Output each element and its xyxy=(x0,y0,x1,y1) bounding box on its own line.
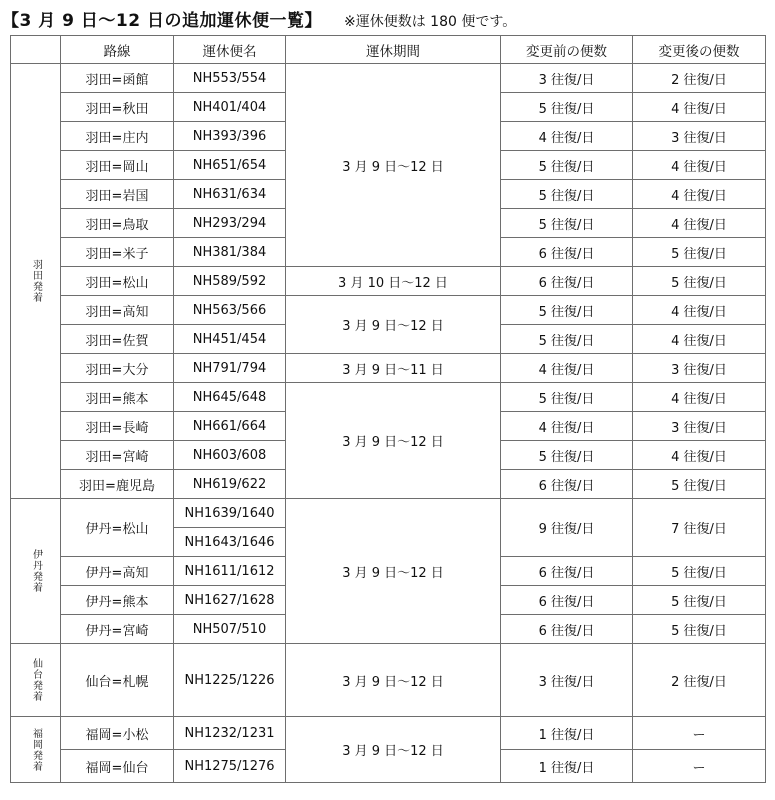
flight-cell: NH645/648 xyxy=(174,383,286,412)
title-line xyxy=(2,6,516,30)
route-cell: 羽田=庄内 xyxy=(61,122,174,151)
route-cell: 羽田=岩国 xyxy=(61,180,174,209)
after-cell: 2 往復/日 xyxy=(633,644,766,717)
flight-cell: NH1639/1640 xyxy=(174,499,286,528)
after-cell: ー xyxy=(633,750,766,783)
route-cell: 羽田=宮崎 xyxy=(61,441,174,470)
group-cell-itami xyxy=(11,499,61,644)
after-cell: 4 往復/日 xyxy=(633,325,766,354)
flight-cell: NH1627/1628 xyxy=(174,586,286,615)
after-cell: 5 往復/日 xyxy=(633,557,766,586)
before-cell: 5 往復/日 xyxy=(501,180,633,209)
period-cell: 3 月 9 日～12 日 xyxy=(286,64,501,267)
route-cell: 羽田=鳥取 xyxy=(61,209,174,238)
route-cell: 羽田=高知 xyxy=(61,296,174,325)
flight-cell: NH563/566 xyxy=(174,296,286,325)
group-label: 羽田発着 xyxy=(30,259,42,303)
after-cell: 3 往復/日 xyxy=(633,412,766,441)
before-cell: 5 往復/日 xyxy=(501,325,633,354)
total-note: ※運休便数は 180 便です。 xyxy=(344,14,517,30)
before-cell: 5 往復/日 xyxy=(501,93,633,122)
group-cell-fukuoka xyxy=(11,717,61,783)
before-cell: 5 往復/日 xyxy=(501,151,633,180)
header-flight: 運休便名 xyxy=(174,36,286,64)
flight-cell: NH1275/1276 xyxy=(174,750,286,783)
flight-cell: NH791/794 xyxy=(174,354,286,383)
before-cell: 3 往復/日 xyxy=(501,64,633,93)
table-row xyxy=(11,267,766,296)
table-row xyxy=(11,383,766,412)
flight-cell: NH381/384 xyxy=(174,238,286,267)
route-cell: 羽田=函館 xyxy=(61,64,174,93)
page-title: 【3 月 9 日～12 日の追加運休便一覧】 xyxy=(2,11,322,31)
header-route: 路線 xyxy=(61,36,174,64)
flight-cell: NH451/454 xyxy=(174,325,286,354)
flight-cell: NH507/510 xyxy=(174,615,286,644)
after-cell: 4 往復/日 xyxy=(633,180,766,209)
route-cell: 羽田=鹿児島 xyxy=(61,470,174,499)
after-cell: 4 往復/日 xyxy=(633,383,766,412)
route-cell: 羽田=長崎 xyxy=(61,412,174,441)
route-cell: 羽田=松山 xyxy=(61,267,174,296)
flight-cell: NH661/664 xyxy=(174,412,286,441)
after-cell: 5 往復/日 xyxy=(633,238,766,267)
route-cell: 羽田=岡山 xyxy=(61,151,174,180)
before-cell: 6 往復/日 xyxy=(501,586,633,615)
period-cell: 3 月 9 日～12 日 xyxy=(286,499,501,644)
before-cell: 3 往復/日 xyxy=(501,644,633,717)
flight-cell: NH619/622 xyxy=(174,470,286,499)
period-cell: 3 月 9 日～12 日 xyxy=(286,296,501,354)
after-cell: 3 往復/日 xyxy=(633,122,766,151)
route-cell: 伊丹=高知 xyxy=(61,557,174,586)
flight-cell: NH1225/1226 xyxy=(174,644,286,717)
period-cell: 3 月 9 日～11 日 xyxy=(286,354,501,383)
group-label: 福岡発着 xyxy=(30,727,42,772)
suspended-flights-table xyxy=(10,35,766,783)
group-cell-haneda xyxy=(11,64,61,499)
route-cell: 伊丹=松山 xyxy=(61,499,174,557)
flight-cell: NH631/634 xyxy=(174,180,286,209)
group-label: 仙台発着 xyxy=(30,658,42,702)
route-cell: 福岡=仙台 xyxy=(61,750,174,783)
before-cell: 5 往復/日 xyxy=(501,209,633,238)
before-cell: 1 往復/日 xyxy=(501,750,633,783)
group-cell-sendai xyxy=(11,644,61,717)
before-cell: 6 往復/日 xyxy=(501,615,633,644)
header-group xyxy=(11,36,61,64)
route-cell: 羽田=大分 xyxy=(61,354,174,383)
flight-cell: NH401/404 xyxy=(174,93,286,122)
header-after: 変更後の便数 xyxy=(633,36,766,64)
before-cell: 4 往復/日 xyxy=(501,122,633,151)
header-before: 変更前の便数 xyxy=(501,36,633,64)
flight-cell: NH589/592 xyxy=(174,267,286,296)
route-cell: 羽田=米子 xyxy=(61,238,174,267)
route-cell: 福岡=小松 xyxy=(61,717,174,750)
before-cell: 4 往復/日 xyxy=(501,412,633,441)
before-cell: 5 往復/日 xyxy=(501,296,633,325)
before-cell: 1 往復/日 xyxy=(501,717,633,750)
route-cell: 羽田=熊本 xyxy=(61,383,174,412)
route-cell: 伊丹=熊本 xyxy=(61,586,174,615)
after-cell: 5 往復/日 xyxy=(633,470,766,499)
route-cell: 伊丹=宮崎 xyxy=(61,615,174,644)
before-cell: 6 往復/日 xyxy=(501,470,633,499)
table-row xyxy=(11,296,766,325)
after-cell: 5 往復/日 xyxy=(633,586,766,615)
group-label: 伊丹発着 xyxy=(30,549,42,593)
route-cell: 羽田=佐賀 xyxy=(61,325,174,354)
before-cell: 4 往復/日 xyxy=(501,354,633,383)
table-row xyxy=(11,499,766,528)
flight-cell: NH1643/1646 xyxy=(174,528,286,557)
flight-cell: NH1611/1612 xyxy=(174,557,286,586)
header-period: 運休期間 xyxy=(286,36,501,64)
after-cell: 5 往復/日 xyxy=(633,267,766,296)
flight-cell: NH293/294 xyxy=(174,209,286,238)
period-cell: 3 月 9 日～12 日 xyxy=(286,717,501,783)
route-cell: 羽田=秋田 xyxy=(61,93,174,122)
flight-cell: NH603/608 xyxy=(174,441,286,470)
header-row xyxy=(11,36,766,64)
before-cell: 5 往復/日 xyxy=(501,441,633,470)
before-cell: 6 往復/日 xyxy=(501,557,633,586)
after-cell: 4 往復/日 xyxy=(633,296,766,325)
after-cell: 4 往復/日 xyxy=(633,209,766,238)
flight-cell: NH393/396 xyxy=(174,122,286,151)
before-cell: 6 往復/日 xyxy=(501,267,633,296)
period-cell: 3 月 9 日～12 日 xyxy=(286,383,501,499)
after-cell: 7 往復/日 xyxy=(633,499,766,557)
table-row xyxy=(11,354,766,383)
before-cell: 6 往復/日 xyxy=(501,238,633,267)
flight-cell: NH553/554 xyxy=(174,64,286,93)
after-cell: 4 往復/日 xyxy=(633,151,766,180)
after-cell: 5 往復/日 xyxy=(633,615,766,644)
after-cell: 3 往復/日 xyxy=(633,354,766,383)
period-cell: 3 月 9 日～12 日 xyxy=(286,644,501,717)
period-cell: 3 月 10 日～12 日 xyxy=(286,267,501,296)
after-cell: ー xyxy=(633,717,766,750)
after-cell: 4 往復/日 xyxy=(633,441,766,470)
after-cell: 2 往復/日 xyxy=(633,64,766,93)
before-cell: 5 往復/日 xyxy=(501,383,633,412)
after-cell: 4 往復/日 xyxy=(633,93,766,122)
before-cell: 9 往復/日 xyxy=(501,499,633,557)
table-row xyxy=(11,644,766,717)
table-row xyxy=(11,717,766,750)
table-row xyxy=(11,64,766,93)
flight-cell: NH1232/1231 xyxy=(174,717,286,750)
route-cell: 仙台=札幌 xyxy=(61,644,174,717)
flight-cell: NH651/654 xyxy=(174,151,286,180)
